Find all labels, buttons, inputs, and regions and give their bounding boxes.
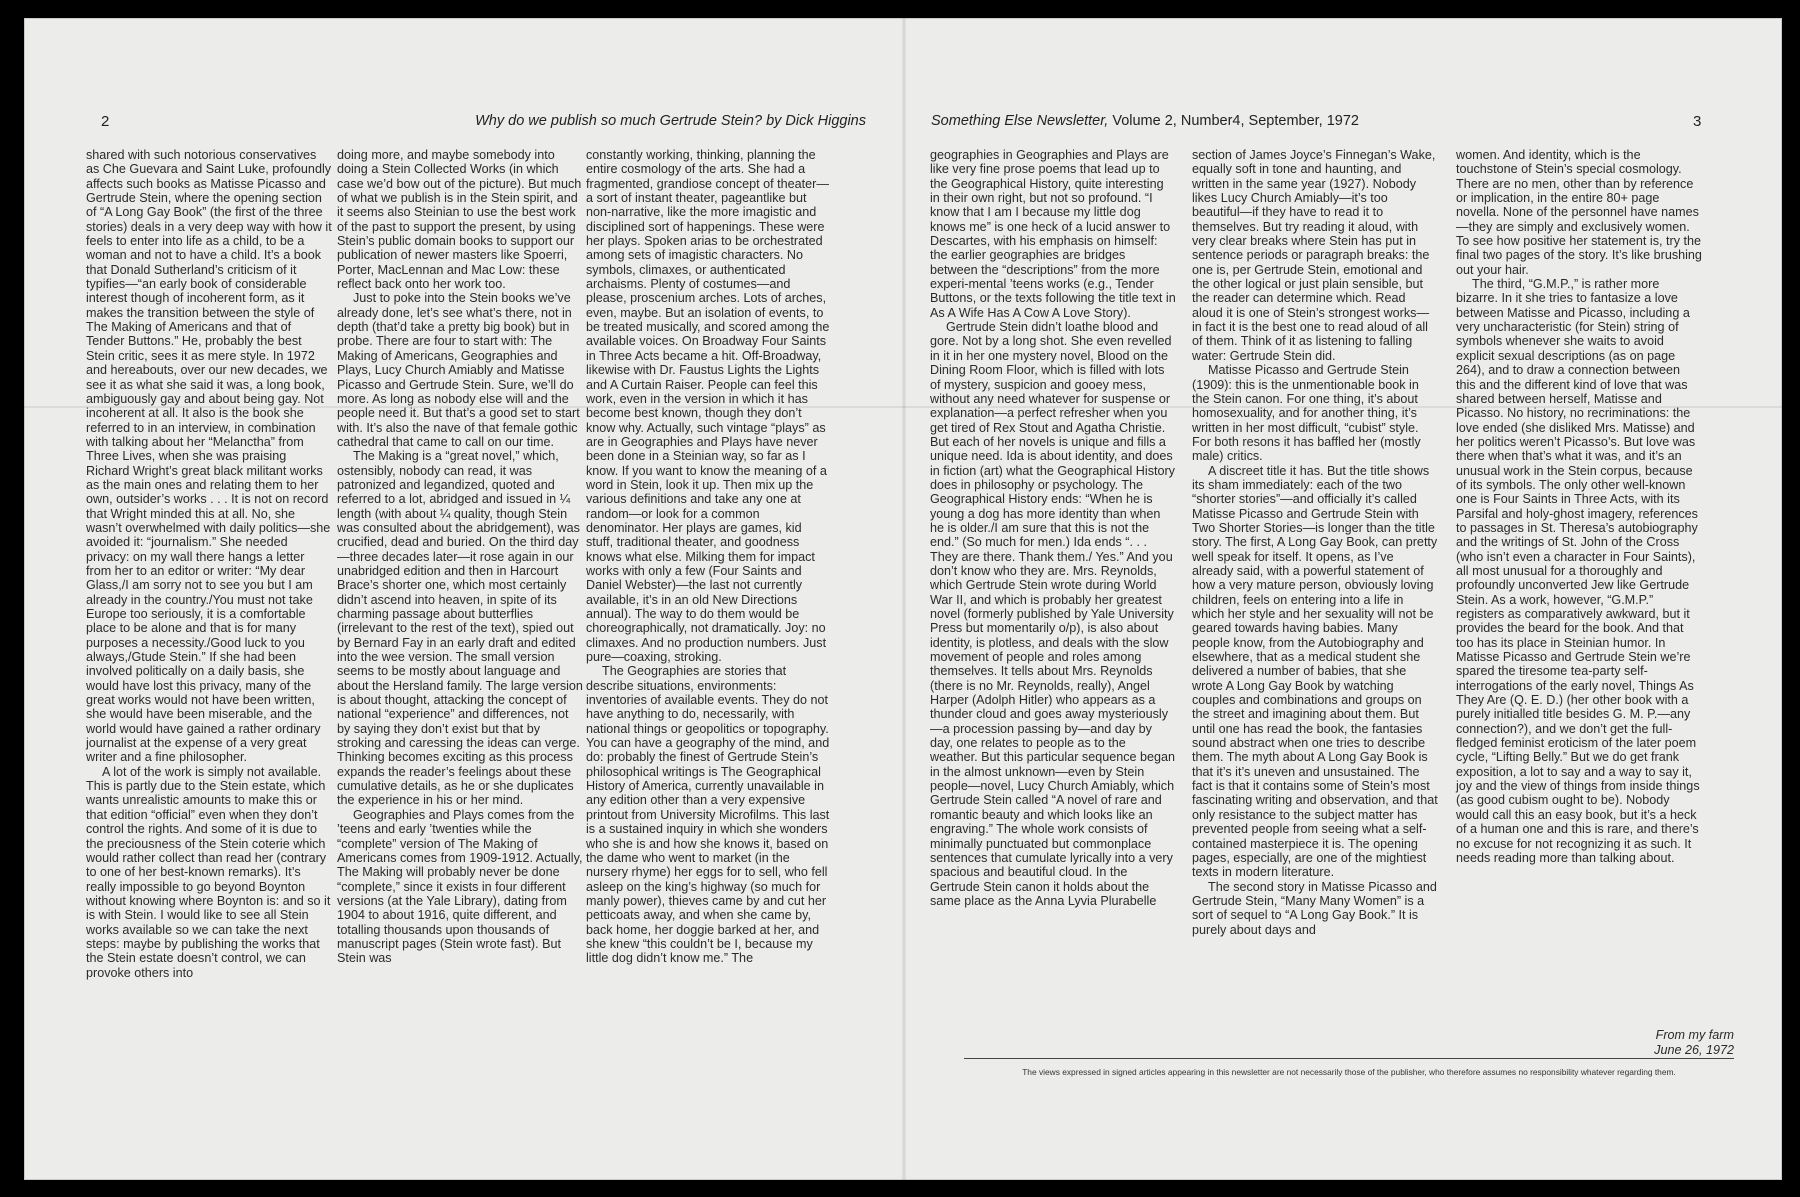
paragraph: geographies in Geographies and Plays are like very fine prose poems that lead up to the Geographical History, quite interesting in their own right, but not so profound. “I know that I am I because my little dog knows me” is one heck of a lucid answer to Descartes, with his emphasis on himself: the earlier geographies are bridges between the “descriptions” from the more experi-mental ’teens works (e.g., Tender Buttons, or the texts following the title text in As A Wife Has A Cow A Love Story). (930, 148, 1176, 320)
paragraph: A lot of the work is simply not available. This is partly due to the Stein estate, which wants unrealistic amounts to make this or that edition “official” even when they don’t control the rights. And some of it is due to the preciousness of the Stein coterie which would rather collect than read her (contrary to one of her best-known remarks). It’s really impossible to go beyond Boynton without knowing where Boynton is: and so it is with Stein. I would like to see all Stein works available so we can take the next steps: maybe by publishing the works that the Stein estate doesn’t control, we can provoke others into (86, 764, 331, 980)
center-fold (902, 18, 906, 1180)
running-head-left: Why do we publish so much Gertrude Stein? by Dick Higgins (475, 113, 866, 129)
footer-rule (964, 1058, 1734, 1059)
paragraph: Geographies and Plays comes from the ’teens and early ’twenties while the “complete” version of The Making of Americans comes from 1909-1912. Actually, The Making will probably never be done “complete,” since it exists in four different versions (at the Yale Library), dating from 1904 to about 1916, quite different, and totalling thousands upon thousands of manuscript pages (Stein wrote fast). But Stein was (337, 807, 583, 966)
text-column-5 (1192, 148, 1438, 937)
issue-info: Volume 2, Number4, September, 1972 (1108, 113, 1359, 129)
text-column-3 (586, 148, 832, 966)
paragraph: doing more, and maybe somebody into doing a Stein Collected Works (in which case we’d bow out of the picture). But much of what we publish is in the Stein spirit, and it seems also Steinian to use the best work of the past to support the present, by using Stein’s public domain books to support our publication of newer masters like Spoerri, Porter, MacLennan and Mac Low: these reflect back onto her work too. (337, 148, 582, 292)
paragraph: The third, “G.M.P.,” is rather more bizarre. In it she tries to fantasize a love between Matisse and Picasso, including a very uncharacteristic (for Stein) string of symbols whenever she waits to avoid explicit sexual descriptions (as on page 264), and to draw a connection between this and the different kind of love that was shared between herself, Matisse and Picasso. No history, no recriminations: the love ended (she disliked Mrs. Matisse) and her politics weren’t Picasso’s. But love was there when that’s what it was, and it’s an unusual work in the Stein corpus, because of its symbols. The only other well-known one is Four Saints in Three Acts, with its Parsifal and holy-ghost imagery, references to passages in St. Theresa’s autobiography and the writings of St. John of the Cross (who isn’t even a character in Four Saints), all most unusual for a thoroughly and profoundly unconverted Jew like Gertrude Stein. As a work, however, “G.M.P.” registers as comparatively awkward, but it provides the beard for the book. And that too has its place in Steinian humor. In Matisse Picasso and Gertrude Stein we’re spared the tiresome tea-party self-interrogations of the early novel, Things As They Are (Q. E. D.) (her other book with a purely initialled title besides G. M. P.—any connection?), and we don’t get the full-fledged feminist eroticism of the later poem cycle, “Lifting Belly.” But we do get frank exposition, a lot to say and a way to say it, joy and the view of things from inside things (as good cubism ought to be). Nobody would call this an easy book, but it’s a heck of a human one and this is rare, and there’s no excuse for not recognizing it as such. It needs reading more than talking about. (1456, 277, 1700, 865)
disclaimer-text: The views expressed in signed articles appearing in this newsletter are not necessarily those of the publisher, who therefore assumes no responsibility whatever regarding them. (1022, 1067, 1676, 1077)
running-head-right (931, 113, 1359, 129)
paragraph: constantly working, thinking, planning the entire cosmology of the arts. She had a fragmented, grandiose concept of theater—a sort of instant theater, pageantlike but non-narrative, like the more imagistic and disciplined sort of happenings. These were her plays. Spoken arias to be orchestrated among sets of imagistic characters. No symbols, climaxes, or authenticated archaisms. Plenty of costumes—and please, proscenium arches. Lots of arches, even, maybe. But an isolation of events, to be treated musically, and scored among the available voices. On Broadway Four Saints in Three Acts became a hit. Off-Broadway, likewise with Dr. Faustus Lights the Lights and A Curtain Raiser. People can feel this work, even in the version in which it has become best known, though they don’t know why. Actually, such vintage “plays” as are in Geographies and Plays have never been done in a Steinian way, so far as I know. If you want to know the meaning of a word in Stein, look it up. Then mix up the various definitions and take any one at random—or look for a common denominator. Her plays are games, kid stuff, traditional theater, and goodness knows what else. Milking them for impact works with only a few (Four Saints and Daniel Webster)—the last not currently available, it’s in an old New Directions annual). The way to do them would be choreographically, not dramatically. Joy: no climaxes. And no production numbers. Just pure—coaxing, stroking. (586, 148, 830, 665)
signoff-place: From my farm (1655, 1028, 1734, 1042)
page-number-left: 2 (101, 113, 110, 130)
signoff-date: June 26, 1972 (1654, 1042, 1734, 1057)
paragraph: The second story in Matisse Picasso and Gertrude Stein, “Many Many Women” is a sort of sequel to “A Long Gay Book.” It is purely about days and (1192, 879, 1437, 937)
paragraph: section of James Joyce’s Finnegan’s Wake, equally soft in tone and haunting, and written in the same year (1927). Nobody likes Lucy Church Amiably—it’s too beautiful—if they have to read it to themselves. But try reading it aloud, with very clear breaks where Stein has put in sentence periods or paragraph breaks: the one is, per Gertrude Stein, emotional and the other logical or just plain sensible, but the reader can determine which. Read aloud it is one of Stein’s strongest works—in fact it is the best one to read aloud of all of them. Think of it as listening to falling water: Gertrude Stein did. (1192, 148, 1436, 363)
text-column-4 (930, 148, 1176, 908)
paragraph: The Making is a “great novel,” which, ostensibly, nobody can read, it was patronized and legandized, quoted and referred to a lot, abridged and issued in ¼ length (with about ¼ quality, though Stein was consulted about the abridgement), was crucified, dead and buried. On the third day—three decades later—it rose again in our unabridged edition and then in Harcourt Brace’s shorter one, which most certainly didn’t ascend into heaven, in spite of its charming passage about butterflies (irrelevant to the rest of the text), spied out by Bernard Fay in an early draft and edited into the wee version. The small version seems to be mostly about language and about the Hersland family. The large version is about thought, attacking the concept of national “experience” and differences, not by saying they don’t exist but that by stroking and caressing the ideas can verge. Thinking becomes exciting as this process expands the reader’s feelings about these cumulative details, as he or she duplicates the experience in his or her mind. (337, 449, 583, 808)
paragraph: Just to poke into the Stein books we’ve already done, let’s see what’s there, not in depth (that’d take a pretty big book) but in probe. There are four to start with: The Making of Americans, Geographies and Plays, Lucy Church Amiably and Matisse Picasso and Gertrude Stein. Sure, we’ll do more. As long as nobody else will and the people need it. But that’s a good set to start with. It’s also the nave of that female gothic cathedral that came to call on our time. (337, 291, 580, 449)
paragraph: shared with such notorious conservatives as Che Guevara and Saint Luke, profoundly affects such books as Matisse Picasso and Gertrude Stein, where the opening section of “A Long Gay Book” (the first of the three stories) deals in a very deep way with how it feels to enter into life as a child, to be a woman and not to have a child. It’s a book that Donald Sutherland’s criticism of it typifies—“an early book of considerable interest though of incoherent form, as it makes the transition between the style of The Making of Americans and that of Tender Buttons.” He, probably the best Stein critic, sees it as mere style. In 1972 and hereabouts, over our new decades, we see it as what she said it was, a long book, ambiguously gay and about being gay. Not incoherent at all. It also is the book she referred to in an interview, in combination with talking about her “Melanctha” from Three Lives, when she was praising Richard Wright’s great black militant works as the main ones and relating them to her own, outsider’s works . . . It is not on record that Wright minded this at all. No, she wasn’t overwhelmed with daily politics—she avoided it: “journalism.” She needed privacy: on my wall there hangs a letter from her to an editor or writer: “My dear Glass,/I am sorry not to see you but I am already in the country./You must not take Europe too seriously, it is a comfortable place to be alone and that is for many purposes a necessity./Good luck to you always,/Gtude Stein.” If she had been involved politically on a daily basis, she would have lost this privacy, many of the great works would not have been written, she would have been miserable, and the world would have gained a rather ordinary journalist at the expense of a very great writer and a fine philosopher. (86, 148, 332, 765)
newsletter-title: Something Else Newsletter, (931, 113, 1109, 129)
text-column-1 (86, 148, 332, 980)
newsletter-spread (24, 18, 1782, 1180)
text-column-2 (337, 148, 583, 966)
paragraph: Matisse Picasso and Gertrude Stein (1909): this is the unmentionable book in the Stein canon. For one thing, it’s about homosexuality, and for another thing, it’s written in her most difficult, “cubist” style. For both resons it has baffled her (mostly male) critics. (1192, 363, 1421, 464)
text-column-6 (1456, 148, 1702, 865)
paragraph: women. And identity, which is the touchstone of Stein’s special cosmology. There are no men, other than by reference or implication, in the entire 80+ page novella. None of the personnel have names—they are simply and exclusively women. To see how positive her statement is, try the final two pages of the story. It’s like brushing out your hair. (1456, 148, 1702, 277)
paragraph: Gertrude Stein didn’t loathe blood and gore. Not by a long shot. She even revelled in it in her one mystery novel, Blood on the Dining Room Floor, which is filled with lots of mystery, suspicion and gooey mess, without any need whatever for suspense or explanation—a perfect refresher when you get tired of Rex Stout and Agatha Christie. But each of her novels is unique and fills a unique need. Ida is about identity, and does in fiction (art) what the Geographical History does in philosophy or psychology. The Geographical History ends: “When he is young a dog has more identity than when he is older./I am sure that this is not the end.” (So much for men.) Ida ends “. . . They are there. Thank them./ Yes.” And you don’t know who they are. Mrs. Reynolds, which Gertrude Stein wrote during World War II, and which is probably her greatest novel (formerly published by Yale University Press but momentarily o/p), is also about identity, is plotless, and deals with the slow movement of people and roles among themselves. It tells about Mrs. Reynolds (there is no Mr. Reynolds, really), Angel Harper (Adolph Hitler) who appears as a thunder cloud and goes away mysteriously—a procession passing by—and day by day, one relates to people as to the weather. But this particular sequence began in the almost unknown—even by Stein people—novel, Lucy Church Amiably, which Gertrude Stein called “A novel of rare and romantic beauty and which looks like an engraving.” The whole work consists of minimally punctuated but commonplace sentences that cumulate lyrically into a very spacious and beautiful cloud. In the Gertrude Stein canon it holds about the same place as the Anna Lyvia Plurabelle (930, 320, 1176, 908)
paragraph: The Geographies are stories that describe situations, environments: inventories of available events. They do not have anything to do, necessarily, with national things or geopolitics or topography. You can have a geography of the mind, and do: probably the finest of Gertrude Stein’s philosophical writings is The Geographical History of America, currently unavailable in any edition other than a very expensive printout from University Microfilms. This last is a sustained inquiry in which she wonders who she is and how she knows it, based on the dame who went to market (in the nursery rhyme) her eggs for to sell, who fell asleep on the king’s highway (so much for manly power), thieves came by and cut her petticoats away, and when she came by, back home, her doggie barked at her, and she knew “this couldn’t be I, because my little dog didn’t know me.” The (586, 664, 830, 966)
signoff (1584, 1028, 1734, 1057)
paragraph: A discreet title it has. But the title shows its sham immediately: each of the two “shorter stories”—and officially it’s called Matisse Picasso and Gertrude Stein with Two Shorter Stories—is longer than the title story. The first, A Long Gay Book, can pretty well speak for itself. It opens, as I’ve already said, with a powerful statement of how a very mature person, obviously loving children, feels on entering into a life in which her style and her sexuality will not be geared towards having babies. Many people know, from the Autobiography and elsewhere, that as a medical student she delivered a number of babies, that she wrote A Long Gay Book by watching couples and combinations and groups on the street and imagining about them. But until one has read the book, the fantasies sound abstract when one tries to describe them. The myth about A Long Gay Book is that it’s it’s uneven and unsustained. The fact is that it contains some of Stein’s most fascinating writing and observation, and that only resistance to the subject matter has prevented people from seeing what a self-contained masterpiece it is. The opening pages, especially, are one of the mightiest texts in modern literature. (1192, 463, 1438, 880)
page-number-right: 3 (1693, 113, 1702, 130)
